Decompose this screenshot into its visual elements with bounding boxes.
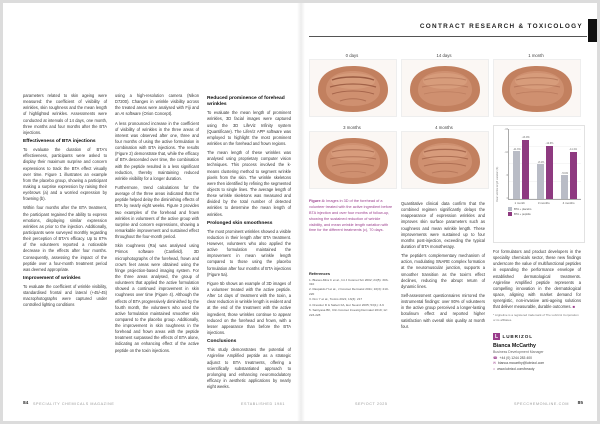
figure-caption-lead: Figure 4: [309,199,326,203]
magazine-name: SPECIALITY CHEMICALS MAGAZINE [33,402,115,407]
contact-website: www.lubrizol.com/beauty [497,366,535,371]
bar-group [537,142,553,199]
bar-group [561,148,577,199]
scan-figure-3months [309,125,395,189]
page-gutter [297,3,305,421]
reference-item: 1. Blanes-Mira C et al., Int J Cosmet Sci 2002; 24(5): 303-310 [309,277,389,286]
scan-figure-0days [309,53,395,117]
bar [537,164,544,199]
paragraph: Quantitative clinical data confirm that the combined regimen significantly delays the reappearance of expression wrinkles and improves skin surface parameters such as roughness and mean wrinkle length. These improvements were sustained up to four months post-injection, exceeding the typical duration of BTA monotherapy. [401,201,485,249]
scan-figure-1month [493,53,579,117]
chart-y-axis-label: Mean wrinkle length variation (%) [495,166,499,202]
scan-label: 4 months [435,125,453,130]
bar [561,175,568,199]
figure-caption-text: Images in 3D of the forehead of a volunteer treated with the active ingredient before BTA injection and over four months of follow-up, showing the sustained reduction of wrinkle visibility, and mean wrinkle length variation with time for the different treatments (c), 70 days. [309,199,393,233]
heading-effectiveness-bta: Effectiveness of BTA injections [23,138,96,144]
paragraph: To evaluate the coefficient of wrinkle visibility, standardised frontal and lateral (+45/-45) macrophotographs were captured under controlled lighting conditions [23,284,107,308]
header-rule [309,36,587,37]
paragraph: Within four months after the BTA treatment, the participant regained the ability to express emotions, displaying similar expression wrinkles as prior to the injection. Additionally, participants were surveyed monthly regarding their perception of BTA's efficacy. Up to 87% of the volunteers reported a noticeable decrease in the effects after four months. Consequently, assessing the impact of the peptide over a four-month treatment period was deemed appropriate. [23,205,107,272]
contact-email: bianca.mccarthy@lubrizol.com [498,361,545,366]
chart-category-label: 3 months [537,201,550,205]
heading-reduced-prominence: Reduced prominence of forehead wrinkles [207,96,285,108]
website-icon: ⌂ [493,366,496,371]
bar-value-label: -11.3% [512,147,521,151]
paragraph: The peptide's complementary mechanism of action, modulating SNARE complex formation at the neuromuscular junction, supports a smoother transition as the toxin's effect declines, reducing the abrupt return of dynamic lines. [401,253,485,289]
trademark-footnote: * Argireline is a registered trademark of The Lubrizol Corporation or its affiliates. [493,313,579,322]
reference-item: 5. Satriyasa BK, Clin Cosmet Investig Dermatol 2019; 12: 223-228 [309,308,388,317]
legend-label: BTA + placebo [514,207,532,211]
spread-footer [3,401,597,415]
bar-group [513,136,530,199]
bar-value-label: -13.9% [521,136,530,140]
bar-value-label: -11.1% [569,148,578,152]
chart-y-tick: 0 [506,197,508,200]
wrinkle-length-chart [493,125,585,243]
reference-item: 3. Kim Y et al., Toxins 2021; 13(3): 217 [309,297,363,302]
legend-entry [508,207,581,211]
scan-label: 3 months [343,125,361,130]
bar-value-label: -8.2% [537,160,545,164]
section-tab [588,19,597,42]
paragraph: parameters related to skin ageing were measured: the coefficient of visibility of wrinkles, skin roughness and the mean length of highlighted wrinkles. Assessments were conducted at intervals of 14 days, one month, three months and four months after the BTA injections. [23,93,107,135]
references-block [309,271,393,318]
forehead-scan-image [309,59,397,117]
heading-prolonged-smoothness: Prolonged skin smoothness [207,220,273,226]
legend-label: BTA + peptide [514,212,531,216]
chart-y-tick: -15 [504,128,508,131]
scan-label: 14 days [436,53,452,58]
email-icon: ✉ [493,361,497,366]
bar [522,140,529,199]
chart-y-ticks [499,128,508,200]
article-column-1 [23,93,107,312]
legend-entry [508,212,581,216]
heading-conclusions: Conclusions [207,339,237,345]
paragraph: using a high-resolution camera (Nikon D7200). Changes in wrinkle visibility across the treated areas were analysed with Fiji and an AI software (Orion Concept). [115,93,199,117]
paragraph: To evaluate the duration of BTA's effectiveness, participants were asked to display their maximum surprise and concern expressions to track the BTA effect visually over time. Figure 1 illustrates an example from the placebo group, showing a participant making a surprise expression by raising their eyebrows (a) and a worried expression by frowning (b). [23,147,107,202]
forehead-scan-image [493,59,581,117]
reference-item: 4. Dressler D & Saberi FA, Eur Neurol 2005; 53(1): 3-9 [309,302,384,307]
forehead-scan-image [401,59,489,117]
heading-improvement-wrinkles: Improvement of wrinkles [23,275,81,281]
scan-label: 0 days [345,53,359,58]
chart-plot-area [504,128,581,200]
scan-figure-4months [401,125,487,189]
magazine-website: SPECCHEMONLINE.COM [513,402,569,407]
paragraph: Self-assessment questionnaires mirrored the instrumental findings: over 80% of volunteers in the active group perceived a longer-lasting botulinum effect and reported higher satisfaction with overall skin quality at month four. [401,292,485,329]
logo-icon: L [494,333,499,340]
right-page-number: 85 [577,401,583,406]
bar [546,146,553,200]
bar-value-label: -5.6% [561,171,569,175]
chart-category-label: 1 month [514,201,525,205]
reference-item: 2. Raspaldo H et al., J Cosmet Dermatol 2011; 10(3): 210-220 [309,287,389,296]
bar [513,151,520,199]
issue-date: SEP/OCT 2025 [355,402,388,407]
contact-role: Business Development Manager [493,349,544,354]
chart-legend [508,207,581,216]
figure-caption [309,199,393,234]
established-text: ESTABLISHED 1981 [241,402,285,407]
paragraph: Skin roughness (Ra) was analysed using Primos software (Canfield). 3D microphotographs of the forehead, frown and crow's feet areas were obtained using the fringe projection-based imaging system. For the three areas analysed, the group of volunteers that applied the active formulation showed a continued improvement in skin roughness over time (Figure 4). Although the effects of BTA progressively diminished by the fourth month, the volunteers who used the active formulation maintained smoother skin compared to the placebo group. Additionally, the improvement in skin roughness in the forehead and frown areas with the peptide treatment surpassed the effects of BTA alone, indicating an enhancing effect of the active peptide on the toxin injections. [115,243,199,353]
bar [570,152,577,199]
chart-y-tick: -5 [505,174,508,177]
discussion-column [401,201,485,333]
left-page-number: 84 [23,401,29,406]
forehead-scan-image [309,131,397,189]
chart-x-axis-labels [508,201,581,205]
scan-figure-14days [401,53,487,117]
contact-name: Bianca McCarthy [493,343,536,349]
paragraph: This study demonstrates the potential of Argireline Amplified peptide as a strategic adjunct to BTA treatments, offering a scientifically substantiated approach to prolonging and enhancing neuromodulatory efficacy in aesthetic applications by nearly eight weeks. [207,347,291,390]
phone-icon: ☎ [493,356,498,360]
article-column-3 [207,93,291,393]
magazine-spread [3,3,597,421]
company-name: LUBRIZOL [502,334,533,339]
paragraph [493,249,581,310]
end-of-article-mark: ■ [572,304,576,310]
contact-phone: +44 (0) 1244 283 400 [499,356,533,360]
paragraph: Figure 5b shows an example of 3D images of a volunteer treated with the active peptide. After 14 days of treatment with the toxin, a clear reduction in wrinkle length is evident and at the end of the treatment with the active ingredient, those wrinkles continue to appear reduced on the forehead and frown, with a lesser appearance than before the BTA injections. [207,280,291,336]
chart-category-label: 4 months [562,201,575,205]
chart-y-tick: -10 [504,151,508,154]
legend-swatch [508,212,512,216]
contact-website-row [493,367,581,372]
paragraph: To evaluate the mean length of prominent wrinkles, 3D facial images were captured using the 3D LifeViz Infinity system (Quantificare). The LifeViz APP software was employed to highlight the most prominent wrinkles on the forehead and frown regions. [207,110,291,146]
forehead-scan-image [401,131,489,189]
article-column-2 [115,93,199,357]
paragraph: A less pronounced increase in the coefficient of visibility of wrinkles in the three areas of interest was observed after one, three and four months of using the active formulation in combination with BTA injections. The results (Figure 2) demonstrate that, while the efficacy of BTA descended over time, the combination with the peptide resulted in a less significant reduction, thereby maintaining reduced wrinkle visibility for a longer duration. [115,120,199,181]
legend-swatch [508,207,512,211]
closing-column [493,249,581,325]
paragraph: Furthermore, trend calculations for the average of the three areas indicated that the peptide helped delay the diminishing effects of BTA by nearly eight weeks. Figure 3 provides two examples of the forehead and frown wrinkles in volunteers of the active group with surprise and concern expressions, showing a remarkable improvement and sustained effect throughout the four-month period. [115,184,199,240]
section-title: CONTRACT RESEARCH & TOXICOLOGY [419,23,583,30]
scan-label: 1 month [528,53,544,58]
paragraph: The mean length of these wrinkles was analysed using proprietary computer vision techniques. This process involved the k-means clustering method to segment wrinkle pixels from the skin. The wrinkle skeletons were then identified by refining the segmented objects to single lines. The average length of these wrinkle skeletons was measured and divided by the total number of detected wrinkles to determine the mean length of wrinkles. [207,150,291,217]
company-logo [493,333,581,340]
bar-value-label: -12.6% [545,142,554,145]
paragraph: The most prominent wrinkles showed a visible reduction in their length after BTA treatment. However, volunteers who also applied the active formulation maintained the improvement in mean wrinkle length compared to those using the placebo formulation after four months of BTA injections (Figure 5a). [207,228,291,277]
closing-text: For formulators and product developers in the speciality chemicals sector, these new findings underscore the value of multifunctional peptides in expanding the performance envelope of established dermatological treatments. Argireline Amplified peptide represents a compelling innovation in the dermatological space, aligning with market demand for synergistic, non-invasive anti-ageing solutions that deliver measurable, durable outcomes. [493,249,581,310]
contact-card [493,333,581,372]
chart-bars [506,129,581,200]
references-title: References [309,271,330,276]
